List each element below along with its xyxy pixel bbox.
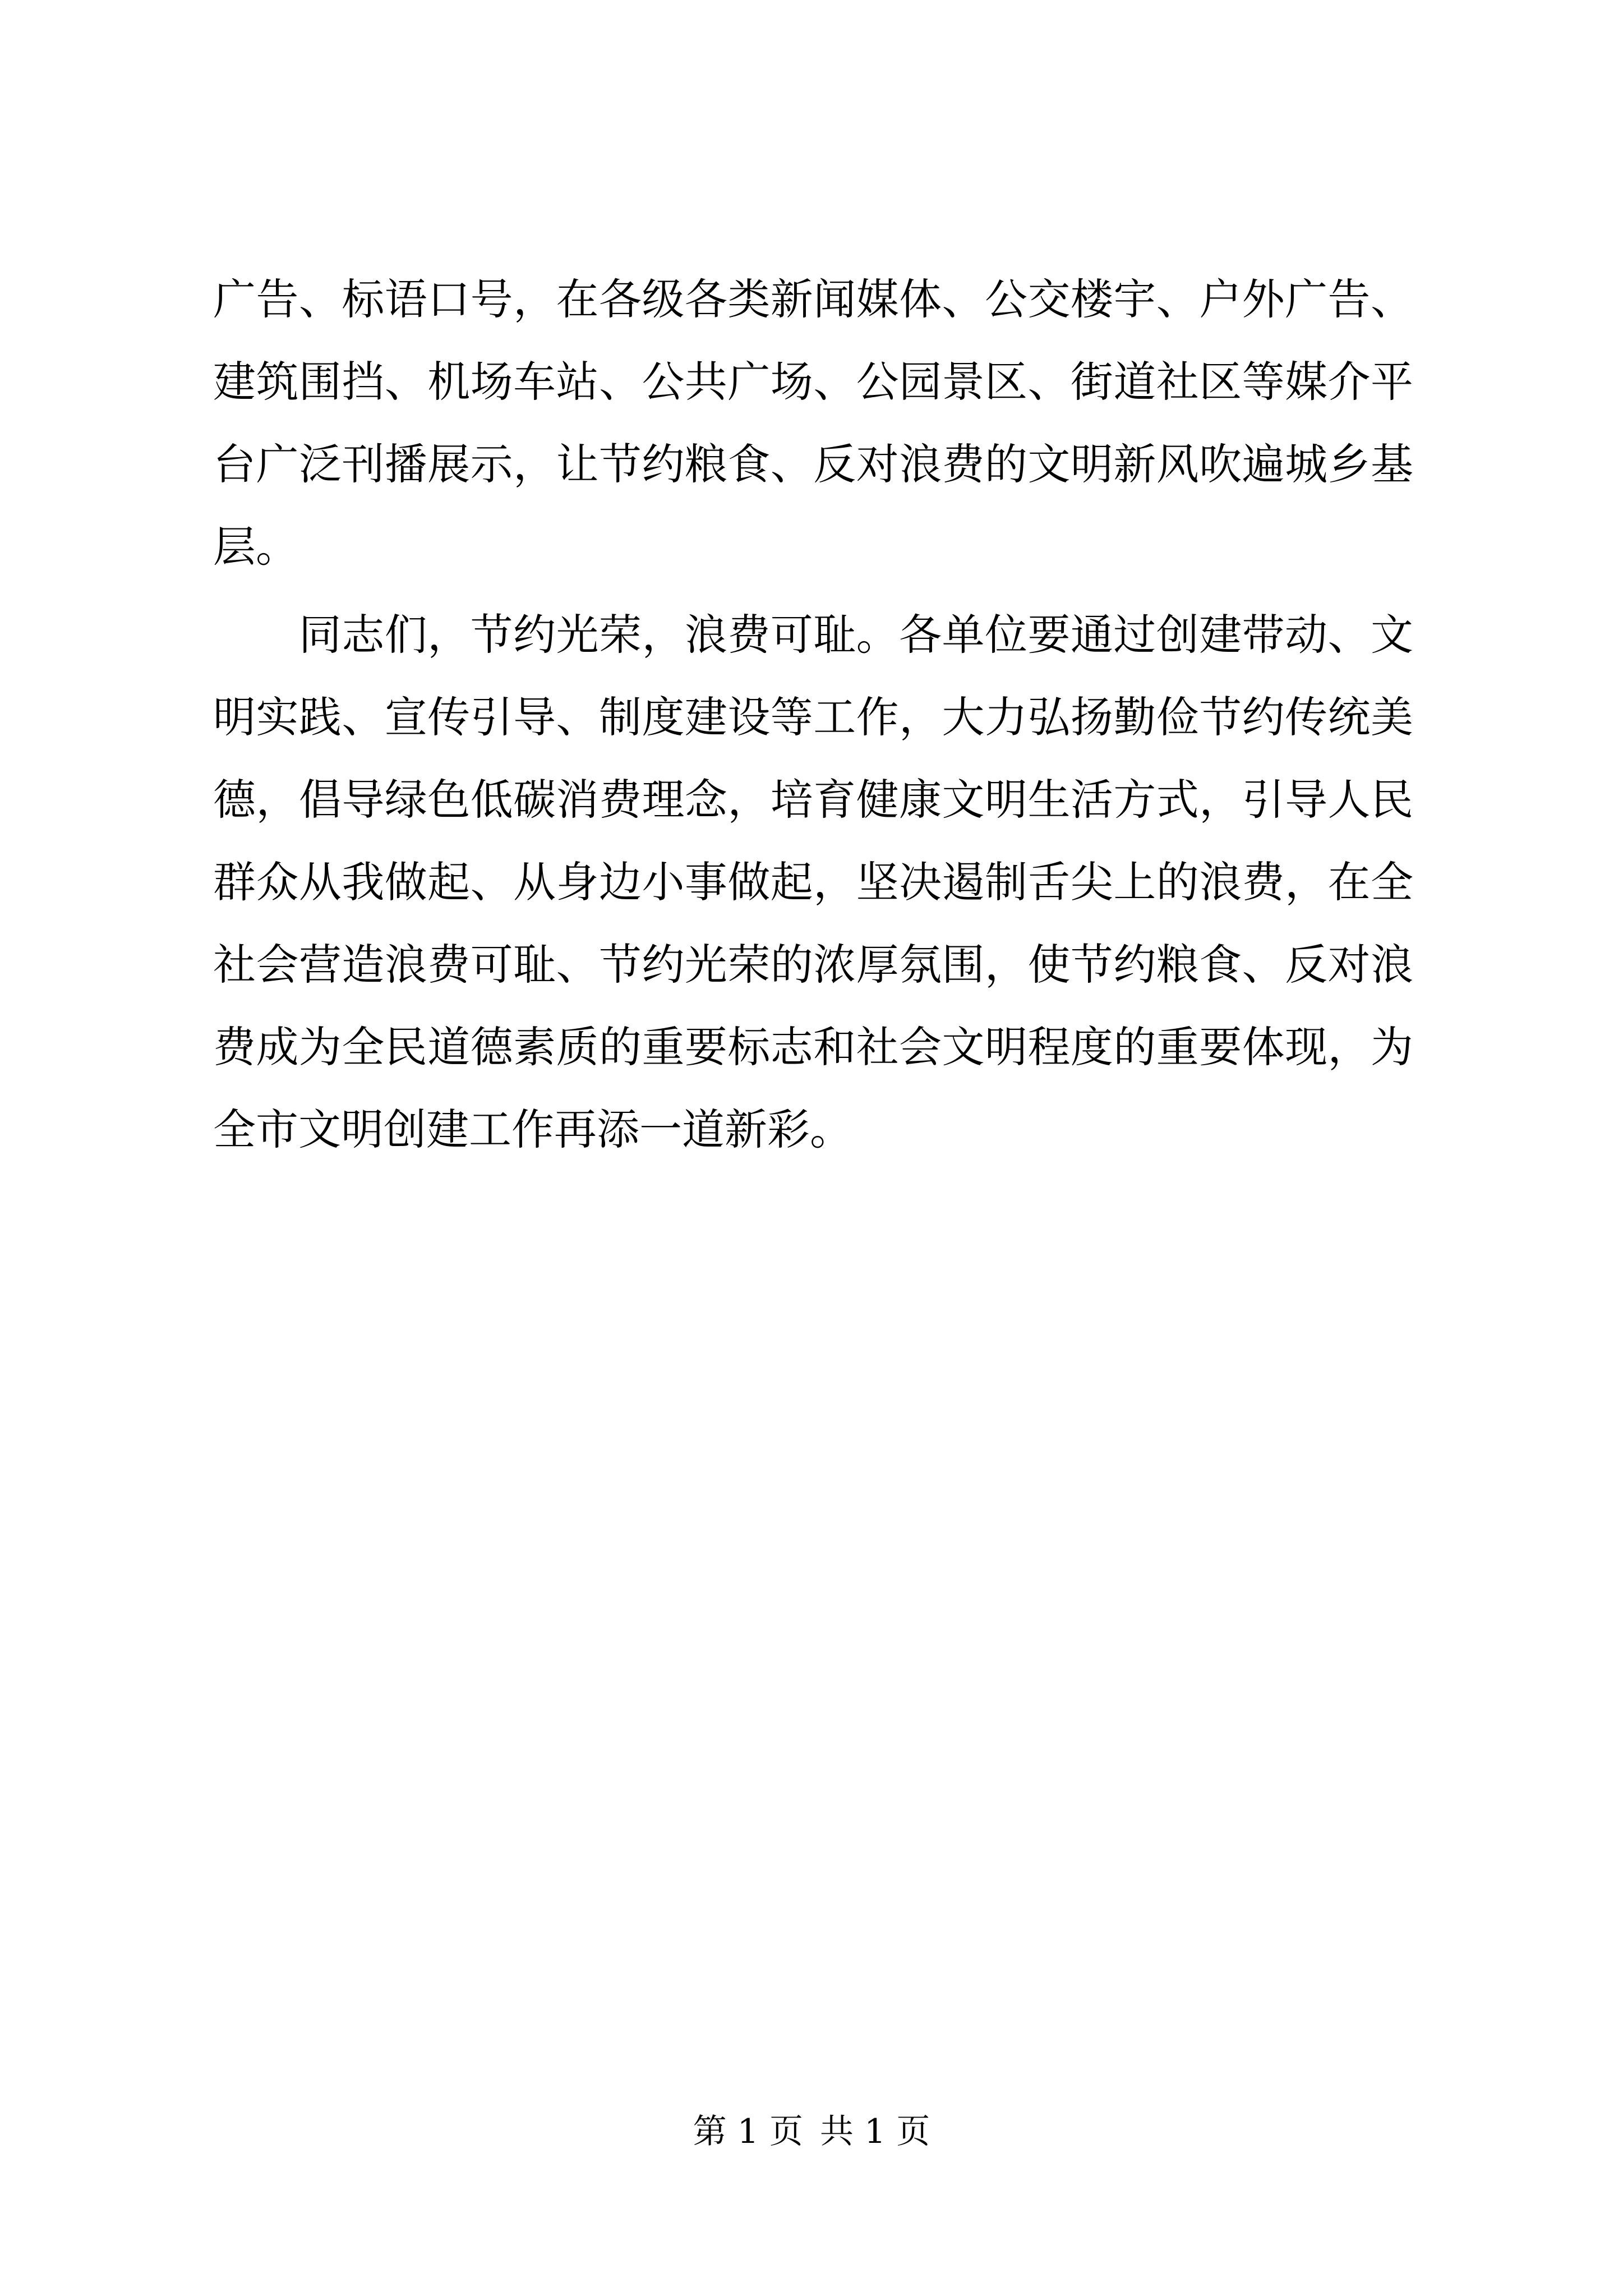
text-line: 群众从我做起、从身边小事做起，坚决遏制舌尖上的浪费，在全 xyxy=(213,857,1413,907)
paragraph-2 xyxy=(213,593,1413,1171)
text-line: 层。 xyxy=(213,522,298,572)
text-line: 社会营造浪费可耻、节约光荣的浓厚氛围，使节约粮食、反对浪 xyxy=(213,940,1413,990)
text-line: 德，倡导绿色低碳消费理念，培育健康文明生活方式，引导人民 xyxy=(213,775,1413,825)
text-line: 同志们，节约光荣，浪费可耻。各单位要通过创建带动、文 xyxy=(213,610,1413,660)
paragraph-1 xyxy=(213,258,1413,588)
text-line: 费成为全民道德素质的重要标志和社会文明程度的重要体现，为 xyxy=(213,1022,1413,1072)
page-total: 共 1 页 xyxy=(820,2112,930,2151)
page-number: 第 1 页 xyxy=(693,2112,803,2151)
page-footer xyxy=(0,2109,1623,2154)
text-line: 广告、标语口号，在各级各类新闻媒体、公交楼宇、户外广告、 xyxy=(213,274,1413,324)
text-line: 全市文明创建工作再添一道新彩。 xyxy=(213,1105,852,1154)
text-line: 建筑围挡、机场车站、公共广场、公园景区、街道社区等媒介平 xyxy=(213,357,1413,407)
text-line: 台广泛刊播展示，让节约粮食、反对浪费的文明新风吹遍城乡基 xyxy=(213,439,1413,489)
document-body xyxy=(213,258,1413,1171)
text-line: 明实践、宣传引导、制度建设等工作，大力弘扬勤俭节约传统美 xyxy=(213,692,1413,742)
